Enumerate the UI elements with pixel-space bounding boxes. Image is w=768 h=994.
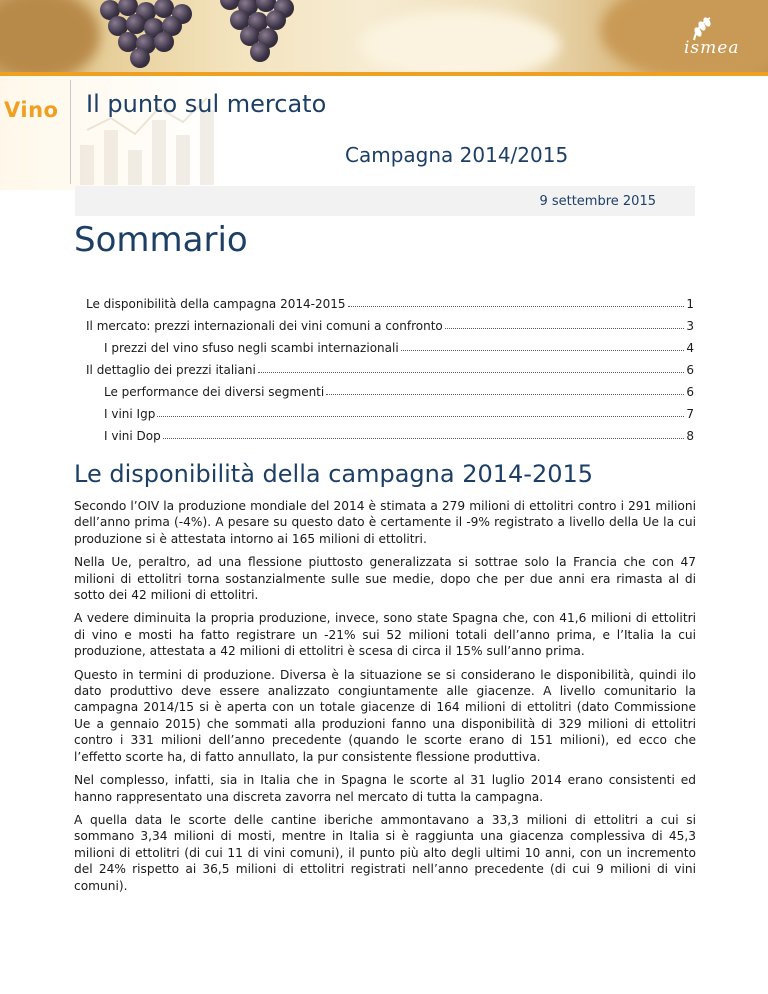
category-label: Vino	[4, 98, 59, 122]
publication-date: 9 settembre 2015	[539, 194, 656, 209]
table-of-contents	[86, 289, 694, 443]
logo-wordmark: ismea	[684, 38, 740, 58]
toc-item-page: 8	[686, 429, 694, 443]
toc-item-page: 6	[686, 385, 694, 399]
toc-item-page: 3	[686, 319, 694, 333]
toc-leader	[348, 306, 685, 307]
toc-item[interactable]	[86, 311, 694, 333]
section-body	[74, 498, 696, 901]
paragraph: Nel complesso, infatti, sia in Italia che in Spagna le scorte al 31 luglio 2014 erano consistenti ed hanno rappresentato una discreta zavorra nel mercato di tutta la campagna.	[74, 773, 696, 804]
paragraph: Nella Ue, peraltro, ad una flessione piuttosto generalizzata si sottrae solo la Francia che con 47 milioni di ettolitri torna sostanzialmente sulle sue medie, dopo che per due anni era rimasta al di sotto dei 42 milioni di ettolitri.	[74, 555, 696, 603]
paragraph: Questo in termini di produzione. Diversa è la situazione se si considerano le disponibilità, quindi ilo dato produttivo deve essere analizzato congiuntamente alle giacenze. A livello comunitario la campagna 2014/15 si è aperta con un totale giacenze di 164 milioni di ettolitri (dato Commissione Ue a gennaio 2015) che sommati alla produzioni fanno una disponibilità di 329 milioni di ettolitri contro i 331 milioni dell’anno precedente (quando le scorte erano di 151 milioni), ed ecco che l’effetto scorte ha, di fatto annullato, la pur consistente flessione produttiva.	[74, 667, 696, 764]
grapes-illustration	[90, 0, 350, 72]
toc-item-page: 4	[686, 341, 694, 355]
toc-item-page: 6	[686, 363, 694, 377]
toc-leader	[258, 372, 685, 373]
header-banner-image	[0, 0, 768, 72]
toc-subitem[interactable]	[86, 377, 694, 399]
toc-item-label: I vini Dop	[104, 429, 161, 443]
toc-subitem[interactable]	[86, 399, 694, 421]
toc-item[interactable]	[86, 289, 694, 311]
toc-item-label: Le performance dei diversi segmenti	[104, 385, 325, 399]
toc-leader	[163, 438, 685, 439]
toc-subitem[interactable]	[86, 333, 694, 355]
toc-item-label: Il mercato: prezzi internazionali dei vini comuni a confronto	[86, 319, 443, 333]
toc-leader	[401, 350, 685, 351]
toc-heading: Sommario	[74, 220, 248, 260]
paragraph: Secondo l’OIV la produzione mondiale del 2014 è stimata a 279 milioni di ettolitri contro i 291 milioni dell’anno prima (-4%). A pesare su questo dato è certamente il -9% registrato a livello della Ue la cui produzione si è attestata intorno ai 165 milioni di ettolitri.	[74, 499, 696, 546]
paragraph: A quella data le scorte delle cantine iberiche ammontavano a 33,3 milioni di ettolitri a cui si sommano 3,34 milioni di mosti, mentre in Italia si è raggiunta una giacenza complessiva di 45,3 milioni di ettolitri (di cui 11 di vini comuni), il punto più alto degli ultimi 10 anni, con un incremento del 24% rispetto ai 36,5 milioni di ettolitri registrati nell’anno precedente (di cui 9 milioni di vini comuni).	[74, 812, 696, 893]
toc-leader	[157, 416, 684, 417]
toc-subitem[interactable]	[86, 421, 694, 443]
toc-item-label: Il dettaglio dei prezzi italiani	[86, 363, 256, 377]
toc-item-label: Le disponibilità della campagna 2014-2015	[86, 297, 346, 311]
section-heading: Le disponibilità della campagna 2014-2015	[74, 460, 594, 488]
paragraph: A vedere diminuita la propria produzione, invece, sono state Spagna che, con 41,6 milioni di ettolitri di vino e mosti ha fatto registrare un -21% sui 52 milioni totali dell’anno prima, e l’Italia la cui produzione, attestata a 42 milioni di ettolitri è scesa di circa il 15% sull’anno prima.	[74, 611, 696, 659]
toc-leader	[445, 328, 685, 329]
toc-leader	[326, 394, 684, 395]
toc-item-label: I vini Igp	[104, 407, 156, 421]
toc-item-page: 7	[686, 407, 694, 421]
report-title: Il punto sul mercato	[86, 90, 327, 118]
ismea-logo	[680, 14, 744, 60]
toc-item[interactable]	[86, 355, 694, 377]
campaign-label: Campagna 2014/2015	[345, 143, 569, 167]
toc-item-page: 1	[686, 297, 694, 311]
toc-item-label: I prezzi del vino sfuso negli scambi internazionali	[104, 341, 399, 355]
title-divider	[70, 80, 71, 184]
